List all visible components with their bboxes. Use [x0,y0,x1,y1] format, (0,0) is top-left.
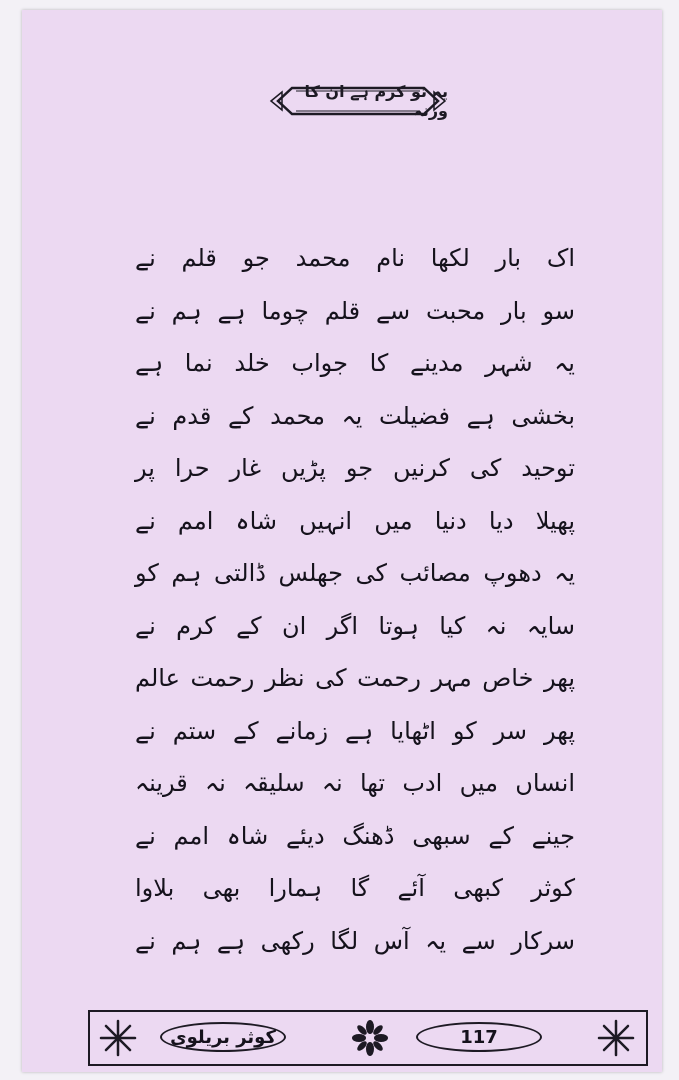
author-name: کوثر بریلوی [160,1022,286,1052]
poem-line: سرکار سے یہ آس لگا رکھی ہے ہم نے [135,926,575,955]
page-header-banner [268,82,448,120]
poem-line: توحید کی کرنیں جو پڑیں غار حرا پر [135,454,575,482]
poem-line: جینے کے سبھی ڈھنگ دیئے شاہ امم نے [135,821,575,850]
poem-line: سو بار محبت سے قلم چوما ہے ہم نے [135,296,575,325]
poem-line: کوثر کبھی آئے گا ہمارا بھی بلاوا [135,874,575,902]
poem-line: اک بار لکھا نام محمد جو قلم نے [135,244,575,272]
flower-ornament-icon [350,1018,390,1058]
poem-line: سایہ نہ کیا ہوتا اگر ان کے کرم نے [135,611,575,640]
poem-text [135,232,575,967]
poem-line: یہ دھوپ مصائب کی جھلس ڈالتی ہم کو [135,559,575,587]
page-title: یہ تو کرم ہے ان کا ورنہ [304,82,448,120]
page-footer [88,1010,648,1066]
page-number: 117 [416,1022,542,1052]
poem-line: یہ شہر مدینے کا جواب خلد نما ہے [135,349,575,377]
poem-line: پھر سر کو اٹھایا ہے زمانے کے ستم نے [135,716,575,745]
poem-line: پھیلا دیا دنیا میں انہیں شاہ امم نے [135,506,575,535]
poem-line: انساں میں ادب تھا نہ سلیقہ نہ قرینہ [135,769,575,797]
poem-line: پھر خاص مہر رحمت کی نظر رحمت عالم [135,664,575,692]
asterisk-ornament-icon [98,1018,138,1058]
poem-line: بخشی ہے فضیلت یہ محمد کے قدم نے [135,401,575,430]
asterisk-ornament-icon [596,1018,636,1058]
